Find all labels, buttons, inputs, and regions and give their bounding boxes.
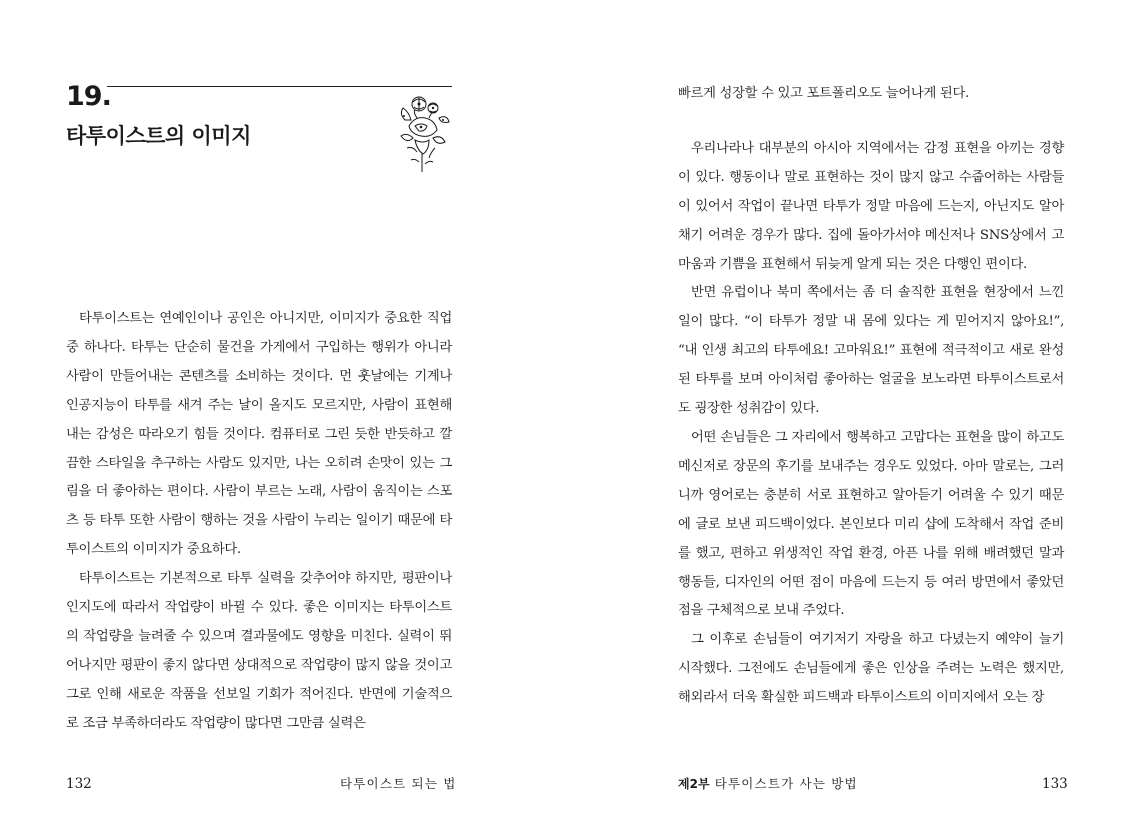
left-page-number: 132	[66, 776, 92, 792]
chapter-title: 타투이스트의 이미지	[66, 124, 251, 148]
right-body-text	[678, 80, 1064, 713]
left-body-text	[66, 305, 452, 739]
left-page	[0, 0, 560, 813]
paragraph: 반면 유럽이나 북미 쪽에서는 좀 더 솔직한 표현을 현장에서 느낀 일이 많다. “이 타투가 정말 내 몸에 있다는 게 믿어지지 않아요!”, “내 인생 최고의 타투에요! 고마워요!” 표현에 적극적이고 새로 완성된 타투를 보며 아이처럼 좋아하는 얼굴을 보노라면 타투이스트로서도 굉장한 성취감이 있다.	[678, 285, 1064, 417]
paragraph: 어떤 손님들은 그 자리에서 행복하고 고맙다는 표현을 많이 하고도 메신저로 장문의 후기를 보내주는 경우도 있었다. 아마 말로는, 그러니까 영어로는 충분히 서로 표현하고 알아듣기 어려울 수 있기 때문에 글로 보낸 피드백이었다. 본인보다 미리 샵에 도착해서 작업 준비를 했고, 편하고 위생적인 작업 환경, 아픈 나를 위해 배려했던 말과 행동들, 디자인의 어떤 점이 마음에 드는지 등 여러 방면에서 좋았던 점을 구체적으로 보내 주었다.	[678, 429, 1064, 619]
paragraph: 우리나라나 대부분의 아시아 지역에서는 감정 표현을 아끼는 경향이 있다. 행동이나 말로 표현하는 것이 많지 않고 수줍어하는 사람들이 있어서 작업이 끝나면 타투가 정말 마음에 드는지, 아닌지도 알아채기 어려운 경우가 많다. 집에 돌아가서야 메신저나 SNS상에서 고마움과 기쁨을 표현해서 뒤늦게 알게 되는 것은 다행인 편이다.	[678, 140, 1064, 272]
right-page	[570, 0, 1139, 813]
left-running-title: 타투이스트 되는 법	[340, 776, 457, 791]
paragraph: 타투이스트는 연예인이나 공인은 아니지만, 이미지가 중요한 직업 중 하나다. 타투는 단순히 물건을 가게에서 구입하는 행위가 아니라 사람이 만들어내는 콘텐츠를 소비하는 것이다. 먼 훗날에는 기계나 인공지능이 타투를 새겨 주는 날이 올지도 모르지만, 사람이 표현해내는 감성은 따라오기 힘들 것이다. 컴퓨터로 그린 듯한 반듯하고 깔끔한 스타일을 추구하는 사람도 있지만, 나는 오히려 손맛이 있는 그림을 더 좋아하는 편이다. 사람이 부르는 노래, 사람이 움직이는 스포츠 등 타투 또한 사람이 행하는 것을 사람이 누리는 일이기 때문에 타투이스트의 이미지가 중요하다.	[66, 311, 452, 558]
right-page-number: 133	[1042, 776, 1068, 792]
paragraph: 빠르게 성장할 수 있고 포트폴리오도 늘어나게 된다.	[678, 86, 969, 101]
right-running-header	[678, 773, 858, 795]
chapter-divider	[107, 86, 452, 87]
floral-bouquet-icon	[395, 92, 451, 174]
right-running-title: 타투이스트가 사는 방법	[714, 776, 858, 791]
paragraph: 그 이후로 손님들이 여기저기 자랑을 하고 다녔는지 예약이 늘기 시작했다. 그전에도 손님들에게 좋은 인상을 주려는 노력은 했지만, 해외라서 더욱 확실한 피드백과 타투이스트의 이미지에서 오는 장	[678, 632, 1064, 706]
part-label: 제2부	[678, 777, 710, 791]
chapter-number: 19.	[66, 81, 111, 112]
paragraph: 타투이스트는 기본적으로 타투 실력을 갖추어야 하지만, 평판이나 인지도에 따라서 작업량이 바뀔 수 있다. 좋은 이미지는 타투이스트의 작업량을 늘려줄 수 있으며 결과물에도 영향을 미친다. 실력이 뛰어나지만 평판이 좋지 않다면 상대적으로 작업량이 많지 않을 것이고 그로 인해 새로운 작품을 선보일 기회가 적어진다. 반면에 기술적으로 조금 부족하더라도 작업량이 많다면 그만큼 실력은	[66, 571, 452, 731]
